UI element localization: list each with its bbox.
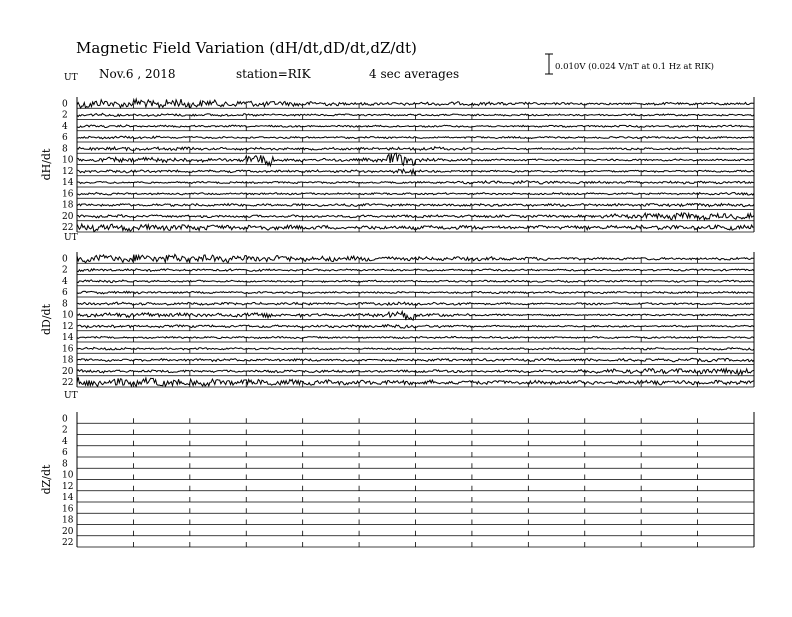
chart-title: Magnetic Field Variation (dH/dt,dD/dt,dZ/dt) [76,39,417,57]
trace-row [62,111,754,121]
panel-label: dZ/dt [40,464,53,495]
hour-tick-label: 6 [62,448,68,458]
trace-row [62,471,754,481]
date-label: Nov.6 , 2018 [99,67,176,81]
hour-tick-label: 22 [62,223,74,233]
trace-row [62,266,754,276]
hour-tick-label: 12 [62,481,74,492]
panel-label: dH/dt [40,148,53,181]
trace-row [62,344,754,354]
panel-dh-dt [40,73,754,233]
trace-row [62,333,754,343]
panel-dz-dt [40,391,754,548]
trace-row [62,277,754,287]
trace-row [62,254,754,264]
scale-label: 0.010V (0.024 V/nT at 0.1 Hz at RIK) [555,62,714,72]
trace-row [62,448,754,458]
hour-tick-label: 22 [62,378,74,388]
trace-row [62,482,754,492]
hour-tick-label: 12 [62,166,74,177]
averaging-label: 4 sec averages [369,67,460,81]
panel-dd-dt [40,233,754,388]
panels-layer [40,73,754,548]
hour-tick-label: 14 [62,178,74,188]
hour-tick-label: 16 [62,344,74,355]
hour-tick-label: 10 [62,470,74,481]
hour-tick-label: 4 [62,121,68,132]
hour-tick-label: 8 [62,144,68,155]
trace-row [62,504,754,514]
ut-axis-label: UT [64,73,78,83]
trace-row [62,201,754,211]
trace-row [62,493,754,503]
hour-tick-label: 10 [62,310,74,321]
hour-tick-label: 0 [62,414,68,425]
hour-tick-label: 20 [62,211,74,222]
hour-tick-label: 14 [62,493,74,503]
trace-row [62,122,754,132]
ut-axis-label: UT [64,391,78,401]
ut-axis-label: UT [64,233,78,243]
trace-row [62,356,754,366]
hour-tick-label: 22 [62,538,74,548]
trace-row [62,153,754,166]
hour-tick-label: 2 [62,425,68,436]
hour-tick-label: 18 [62,515,74,526]
hour-tick-label: 10 [62,155,74,166]
trace-row [62,288,754,298]
station-label: station=RIK [236,67,311,81]
trace-row [62,459,754,469]
trace-row [62,223,754,233]
hour-tick-label: 4 [62,276,68,287]
trace-row [62,377,754,388]
trace-row [62,538,754,548]
trace-row [62,212,754,222]
hour-tick-label: 18 [62,200,74,211]
trace-row [62,311,754,321]
trace-row [62,322,754,332]
scale-bar [545,54,714,74]
trace-row [62,189,754,199]
hour-tick-label: 12 [62,321,74,332]
hour-tick-label: 2 [62,265,68,276]
hour-tick-label: 6 [62,133,68,143]
trace-row [62,99,754,109]
trace-row [62,516,754,526]
trace-row [62,426,754,436]
trace-row [62,437,754,447]
hour-tick-label: 6 [62,288,68,298]
panel-label: dD/dt [40,303,53,336]
hour-tick-label: 16 [62,504,74,515]
trace-row [62,414,754,424]
trace-row [62,144,754,154]
hour-tick-label: 0 [62,99,68,110]
trace-row [62,178,754,188]
hour-tick-label: 0 [62,254,68,265]
hour-tick-label: 16 [62,189,74,200]
trace-row [62,133,754,143]
hour-tick-label: 4 [62,436,68,447]
hour-tick-label: 20 [62,526,74,537]
trace-row [62,367,754,377]
hour-tick-label: 8 [62,459,68,470]
hour-tick-label: 20 [62,366,74,377]
trace-row [62,527,754,537]
hour-tick-label: 14 [62,333,74,343]
hour-tick-label: 2 [62,110,68,121]
hour-tick-label: 8 [62,299,68,310]
hour-tick-label: 18 [62,355,74,366]
trace-line [77,337,754,339]
trace-row [62,167,754,177]
trace-row [62,299,754,309]
